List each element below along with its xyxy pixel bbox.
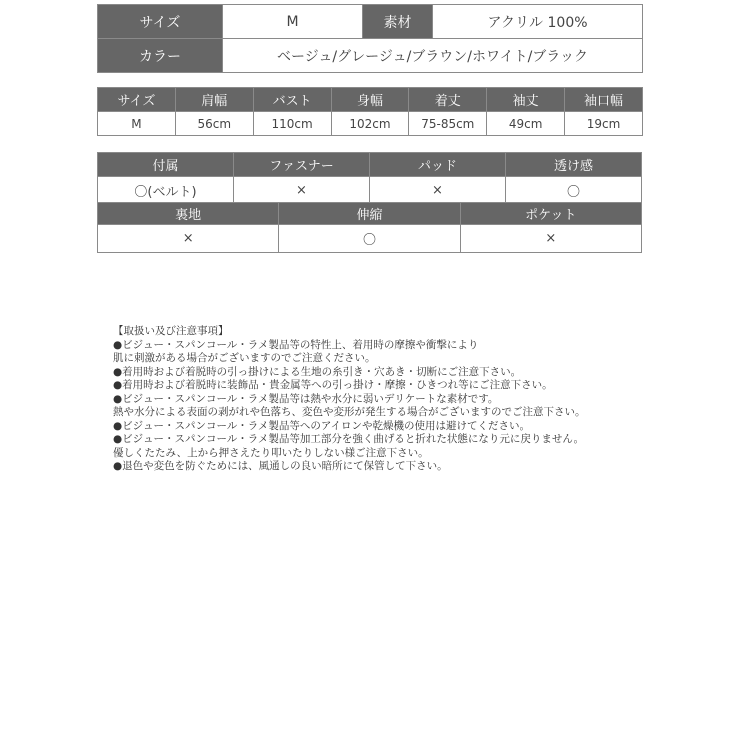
care-notes (113, 325, 633, 474)
header-cell: サイズ (98, 88, 176, 112)
header-cell: パッド (370, 153, 506, 177)
header-cell: 透け感 (506, 153, 642, 177)
header-cell: 着丈 (409, 88, 487, 112)
measurements-value-row (98, 112, 643, 136)
value-cell: 19cm (565, 112, 643, 136)
header-cell: バスト (253, 88, 331, 112)
features-header-row (98, 203, 642, 225)
value-cell: 102cm (331, 112, 409, 136)
note-line: ●ビジュー・スパンコール・ラメ製品等加工部分を強く曲げると折れた状態になり元に戻りません。 (113, 433, 585, 445)
features-value-row (98, 177, 642, 204)
value-cell: 〇(ベルト) (98, 177, 234, 204)
value-cell: M (98, 112, 176, 136)
size-value: M (223, 5, 363, 39)
note-line: ●着用時および着脱時の引っ掛けによる生地の糸引き・穴あき・切断にご注意下さい。 (113, 365, 522, 378)
header-cell: 付属 (98, 153, 234, 177)
value-cell: 〇 (279, 225, 460, 253)
note-line: 優しくたたみ、上から押さえたり叩いたりしない様ご注意下さい。 (113, 446, 429, 459)
header-cell: 伸縮 (279, 203, 460, 225)
spec-table (97, 4, 643, 73)
value-cell: × (460, 225, 641, 253)
header-cell: ポケット (460, 203, 641, 225)
note-line: ●退色や変色を防ぐためには、風通しの良い暗所にて保管して下さい。 (113, 460, 448, 472)
note-line: ●着用時および着脱時に装飾品・貴金属等への引っ掛け・摩擦・ひきつれ等にご注意下さい。 (113, 379, 553, 391)
value-cell: 75-85cm (409, 112, 487, 136)
size-label: サイズ (98, 5, 223, 39)
note-line: 熱や水分による表面の剥がれや色落ち、変色や変形が発生する場合がございますのでご注意下さい。 (113, 406, 586, 418)
color-value: ベージュ/グレージュ/ブラウン/ホワイト/ブラック (223, 39, 643, 73)
color-label: カラー (98, 39, 223, 73)
notes-heading: 【取扱い及び注意事項】 (113, 325, 229, 337)
features-header-row (98, 153, 642, 177)
value-cell: 49cm (487, 112, 565, 136)
note-line: ●ビジュー・スパンコール・ラメ製品等の特性上、着用時の摩擦や衝撃により (113, 338, 479, 351)
note-line: 肌に刺激がある場合がございますのでご注意ください。 (113, 352, 376, 364)
value-cell: 56cm (175, 112, 253, 136)
header-cell: 裏地 (98, 203, 279, 225)
features-table-1 (97, 152, 642, 204)
material-value: アクリル 100% (433, 5, 643, 39)
header-cell: 身幅 (331, 88, 409, 112)
material-label: 素材 (363, 5, 433, 39)
measurements-table (97, 87, 643, 136)
note-line: ●ビジュー・スパンコール・ラメ製品等へのアイロンや乾燥機の使用は避けてください。 (113, 419, 530, 432)
header-cell: ファスナー (234, 153, 370, 177)
value-cell: 110cm (253, 112, 331, 136)
header-cell: 肩幅 (175, 88, 253, 112)
header-cell: 袖丈 (487, 88, 565, 112)
value-cell: × (234, 177, 370, 204)
note-line: ●ビジュー・スパンコール・ラメ製品等は熱や水分に弱いデリケートな素材です。 (113, 392, 499, 405)
value-cell: × (98, 225, 279, 253)
features-value-row (98, 225, 642, 253)
measurements-header-row (98, 88, 643, 112)
header-cell: 袖口幅 (565, 88, 643, 112)
value-cell: × (370, 177, 506, 204)
features-table-2 (97, 202, 642, 253)
value-cell: 〇 (506, 177, 642, 204)
